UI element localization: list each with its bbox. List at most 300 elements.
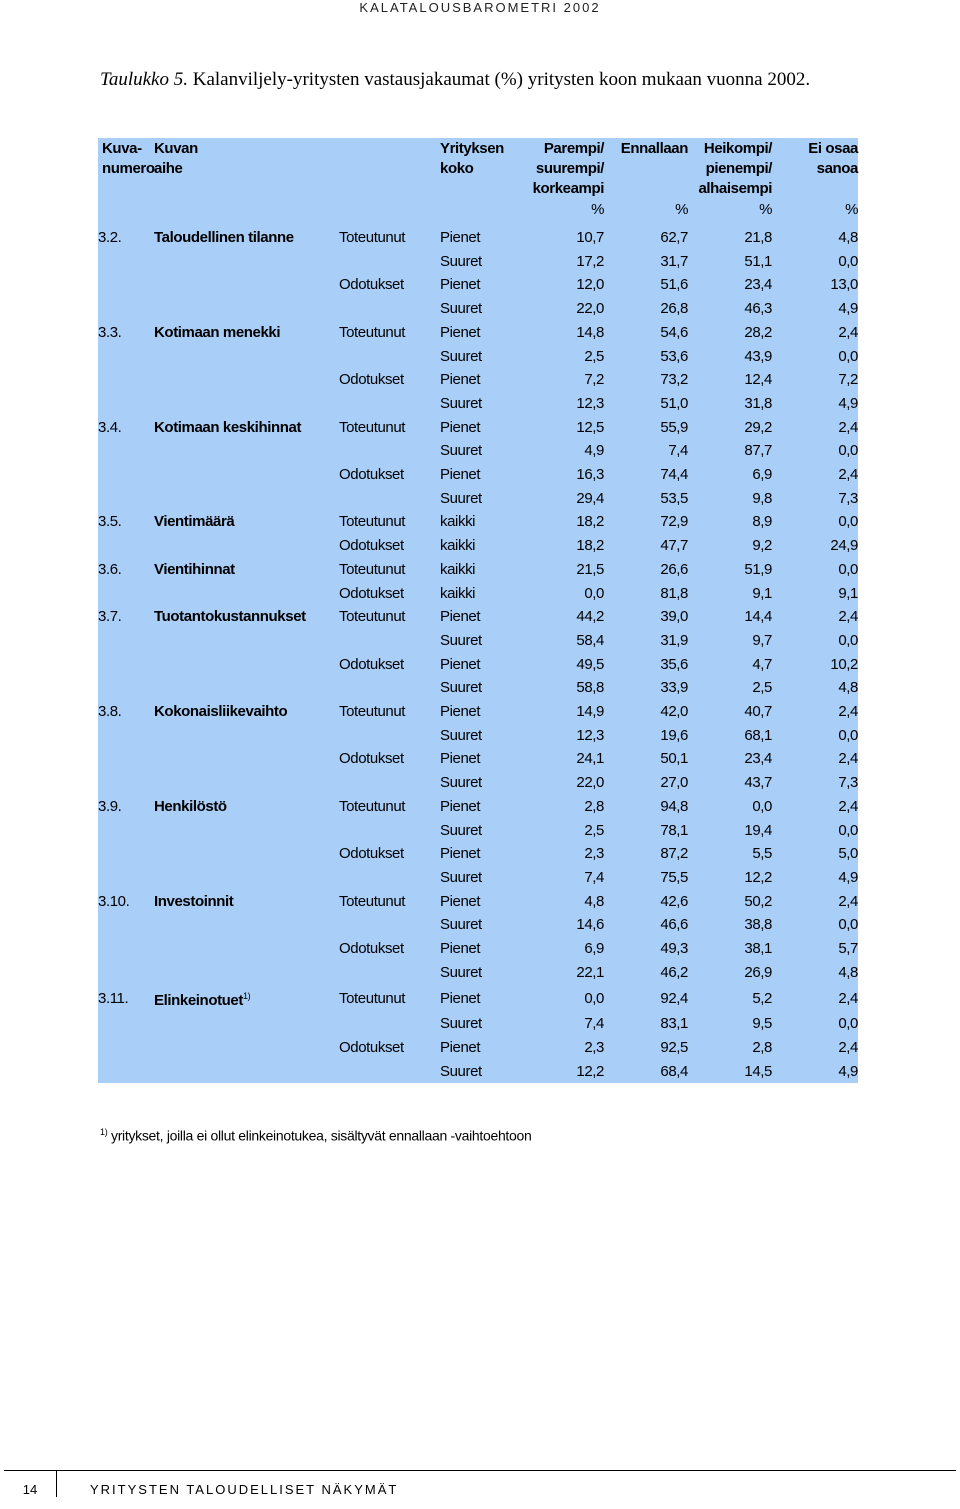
cell-heikompi: 14,5 — [744, 1062, 772, 1080]
cell-vaihe — [339, 250, 440, 274]
cell-kuvanumero: 3.4. — [98, 418, 122, 436]
cell-kuvanumero — [98, 913, 154, 937]
cell-heikompi: 51,9 — [744, 560, 772, 578]
cell-kuvanumero — [98, 297, 154, 321]
cell-ennallaan: 83,1 — [660, 1015, 688, 1033]
table-row — [98, 510, 858, 534]
cell-heikompi: 29,2 — [744, 418, 772, 436]
cell-koko: Suuret — [440, 347, 482, 365]
cell-ei-osaa: 7,2 — [838, 371, 858, 389]
cell-koko: Pienet — [440, 229, 481, 246]
cell-kuvanumero — [98, 487, 154, 511]
cell-koko: Pienet — [440, 797, 481, 815]
table-caption — [100, 68, 810, 92]
cell-vaihe — [339, 771, 440, 795]
table-row — [98, 487, 858, 511]
cell-heikompi: 21,8 — [744, 229, 772, 246]
cell-ennallaan: 47,7 — [660, 537, 688, 555]
cell-koko: Pienet — [440, 608, 481, 626]
cell-parempi: 58,8 — [576, 679, 604, 697]
cell-ennallaan: 81,8 — [660, 584, 688, 602]
table-row — [98, 226, 858, 250]
cell-aihe: Vientihinnat — [154, 560, 235, 578]
cell-vaihe: Odotukset — [339, 750, 404, 768]
cell-parempi: 4,8 — [584, 892, 604, 910]
cell-ei-osaa: 4,8 — [838, 679, 858, 697]
cell-ei-osaa: 2,4 — [838, 703, 858, 721]
footnote-text: yritykset, joilla ei ollut elinkeinotukea, sisältyvät ennallaan -vaihtoehtoon — [107, 1127, 532, 1144]
cell-ennallaan: 51,0 — [660, 394, 688, 412]
cell-ei-osaa: 0,0 — [838, 347, 858, 365]
cell-heikompi: 0,0 — [752, 797, 772, 815]
cell-kuvanumero — [98, 345, 154, 369]
header-heikompi: Heikompi/ pienempi/ alhaisempi — [698, 140, 772, 197]
cell-heikompi: 12,2 — [744, 868, 772, 886]
cell-vaihe: Toteutunut — [339, 989, 406, 1007]
header-ennallaan: Ennallaan — [620, 140, 688, 157]
cell-kuvanumero — [98, 724, 154, 748]
cell-kuvanumero — [98, 534, 154, 558]
cell-koko: Suuret — [440, 394, 482, 412]
table-row — [98, 676, 858, 700]
cell-vaihe: Toteutunut — [339, 608, 406, 626]
cell-vaihe — [339, 629, 440, 653]
cell-vaihe: Toteutunut — [339, 513, 406, 531]
cell-aihe — [154, 1012, 339, 1036]
cell-ei-osaa: 13,0 — [830, 276, 858, 294]
cell-parempi: 12,0 — [576, 276, 604, 294]
cell-ei-osaa: 24,9 — [830, 537, 858, 555]
cell-heikompi: 12,4 — [744, 371, 772, 389]
cell-heikompi: 2,8 — [752, 1038, 772, 1056]
cell-vaihe — [339, 866, 440, 890]
cell-aihe — [154, 534, 339, 558]
cell-kuvanumero — [98, 273, 154, 297]
cell-heikompi: 9,1 — [752, 584, 772, 602]
cell-aihe — [154, 297, 339, 321]
cell-ei-osaa: 5,0 — [838, 845, 858, 863]
cell-ei-osaa: 4,9 — [838, 1062, 858, 1080]
cell-aihe: Kotimaan keskihinnat — [154, 418, 302, 436]
unit-percent: % — [675, 201, 688, 218]
cell-kuvanumero — [98, 676, 154, 700]
cell-parempi: 21,5 — [576, 560, 604, 578]
cell-aihe — [154, 392, 339, 416]
header-empty — [339, 138, 440, 199]
cell-kuvanumero: 3.8. — [98, 703, 122, 721]
cell-ei-osaa: 2,4 — [838, 323, 858, 341]
cell-parempi: 14,9 — [576, 703, 604, 721]
footnote-ref: 1) — [242, 990, 251, 1001]
table-row — [98, 819, 858, 843]
cell-ennallaan: 92,5 — [660, 1038, 688, 1056]
cell-parempi: 2,5 — [584, 821, 604, 839]
header-kuvanumero: Kuva- numero — [102, 140, 155, 177]
cell-ei-osaa: 4,9 — [838, 868, 858, 886]
cell-ei-osaa: 0,0 — [838, 631, 858, 649]
caption-label: Taulukko 5. — [100, 69, 188, 90]
cell-kuvanumero: 3.10. — [98, 892, 130, 910]
cell-aihe — [154, 273, 339, 297]
data-table — [98, 138, 858, 1083]
cell-aihe — [154, 819, 339, 843]
cell-aihe — [154, 842, 339, 866]
cell-parempi: 14,8 — [576, 323, 604, 341]
cell-ennallaan: 72,9 — [660, 513, 688, 531]
cell-heikompi: 8,9 — [752, 513, 772, 531]
cell-kuvanumero — [98, 439, 154, 463]
cell-aihe: Kokonaisliikevaihto — [154, 703, 288, 721]
cell-vaihe: Odotukset — [339, 371, 404, 389]
cell-koko: Pienet — [440, 940, 481, 958]
table-row — [98, 534, 858, 558]
cell-koko: kaikki — [440, 560, 476, 578]
cell-parempi: 12,2 — [576, 1062, 604, 1080]
cell-kuvanumero — [98, 250, 154, 274]
cell-ennallaan: 51,6 — [660, 276, 688, 294]
cell-ei-osaa: 4,8 — [838, 229, 858, 246]
cell-heikompi: 9,8 — [752, 489, 772, 507]
cell-koko: Suuret — [440, 300, 482, 318]
cell-heikompi: 38,1 — [744, 940, 772, 958]
cell-koko: Pienet — [440, 418, 481, 436]
cell-vaihe: Odotukset — [339, 466, 404, 484]
cell-ennallaan: 94,8 — [660, 797, 688, 815]
cell-ei-osaa: 7,3 — [838, 774, 858, 792]
cell-aihe: Tuotantokustannukset — [154, 608, 306, 626]
cell-kuvanumero: 3.6. — [98, 560, 122, 578]
cell-ei-osaa: 0,0 — [838, 442, 858, 460]
cell-ei-osaa: 2,4 — [838, 892, 858, 910]
cell-aihe — [154, 676, 339, 700]
cell-kuvanumero — [98, 368, 154, 392]
cell-heikompi: 43,9 — [744, 347, 772, 365]
cell-ennallaan: 73,2 — [660, 371, 688, 389]
cell-ennallaan: 27,0 — [660, 774, 688, 792]
cell-parempi: 2,8 — [584, 797, 604, 815]
cell-ennallaan: 92,4 — [660, 989, 688, 1007]
cell-heikompi: 28,2 — [744, 323, 772, 341]
table-row — [98, 439, 858, 463]
cell-ennallaan: 74,4 — [660, 466, 688, 484]
cell-koko: Suuret — [440, 252, 482, 270]
cell-ei-osaa: 4,8 — [838, 963, 858, 981]
cell-aihe — [154, 368, 339, 392]
table-row — [98, 842, 858, 866]
cell-vaihe: Odotukset — [339, 655, 404, 673]
cell-vaihe: Toteutunut — [339, 892, 406, 910]
cell-vaihe — [339, 345, 440, 369]
cell-aihe — [154, 771, 339, 795]
cell-ennallaan: 31,9 — [660, 631, 688, 649]
cell-koko: Pienet — [440, 323, 481, 341]
cell-heikompi: 4,7 — [752, 655, 772, 673]
cell-vaihe: Toteutunut — [339, 229, 406, 246]
cell-kuvanumero: 3.9. — [98, 797, 122, 815]
cell-ei-osaa: 9,1 — [838, 584, 858, 602]
cell-parempi: 58,4 — [576, 631, 604, 649]
cell-kuvanumero — [98, 582, 154, 606]
table-row — [98, 392, 858, 416]
cell-parempi: 7,4 — [584, 1015, 604, 1033]
cell-parempi: 17,2 — [576, 252, 604, 270]
cell-kuvanumero — [98, 1036, 154, 1060]
cell-ennallaan: 68,4 — [660, 1062, 688, 1080]
cell-koko: Pienet — [440, 276, 481, 294]
cell-koko: Pienet — [440, 989, 481, 1007]
table-row — [98, 273, 858, 297]
cell-ennallaan: 75,5 — [660, 868, 688, 886]
cell-ennallaan: 53,6 — [660, 347, 688, 365]
cell-aihe: Henkilöstö — [154, 797, 227, 815]
cell-ei-osaa: 0,0 — [838, 821, 858, 839]
cell-kuvanumero — [98, 1060, 154, 1084]
table-row — [98, 416, 858, 440]
cell-heikompi: 51,1 — [744, 252, 772, 270]
cell-ei-osaa: 4,9 — [838, 394, 858, 412]
cell-aihe — [154, 724, 339, 748]
cell-kuvanumero — [98, 629, 154, 653]
cell-ennallaan: 35,6 — [660, 655, 688, 673]
cell-vaihe: Toteutunut — [339, 797, 406, 815]
cell-parempi: 10,7 — [576, 229, 604, 246]
cell-parempi: 22,0 — [576, 300, 604, 318]
cell-aihe — [154, 463, 339, 487]
table-row — [98, 250, 858, 274]
table-container — [98, 138, 858, 1083]
cell-ennallaan: 39,0 — [660, 608, 688, 626]
cell-kuvanumero — [98, 961, 154, 985]
cell-parempi: 7,4 — [584, 868, 604, 886]
page-number: 14 — [4, 1471, 57, 1497]
cell-kuvanumero — [98, 392, 154, 416]
section-title: YRITYSTEN TALOUDELLISET NÄKYMÄT — [90, 1482, 399, 1497]
cell-ennallaan: 53,5 — [660, 489, 688, 507]
header-kuvan-aihe: Kuvan aihe — [154, 140, 198, 177]
cell-vaihe — [339, 1060, 440, 1084]
cell-aihe — [154, 345, 339, 369]
cell-aihe — [154, 250, 339, 274]
cell-aihe — [154, 937, 339, 961]
cell-parempi: 2,3 — [584, 845, 604, 863]
cell-aihe: Taloudellinen tilanne — [154, 229, 294, 246]
cell-ennallaan: 19,6 — [660, 726, 688, 744]
table-row — [98, 558, 858, 582]
cell-ennallaan: 78,1 — [660, 821, 688, 839]
cell-parempi: 12,5 — [576, 418, 604, 436]
cell-vaihe — [339, 297, 440, 321]
cell-ei-osaa: 2,4 — [838, 608, 858, 626]
cell-parempi: 0,0 — [584, 584, 604, 602]
header-parempi: Parempi/ suurempi/ korkeampi — [532, 140, 604, 197]
cell-ei-osaa: 0,0 — [838, 560, 858, 578]
table-row — [98, 345, 858, 369]
cell-vaihe: Odotukset — [339, 940, 404, 958]
cell-ei-osaa: 0,0 — [838, 916, 858, 934]
cell-ennallaan: 46,6 — [660, 916, 688, 934]
cell-ei-osaa: 0,0 — [838, 252, 858, 270]
table-header — [98, 138, 858, 226]
cell-vaihe — [339, 819, 440, 843]
table-row — [98, 582, 858, 606]
cell-parempi: 18,2 — [576, 537, 604, 555]
cell-aihe — [154, 439, 339, 463]
table-row — [98, 653, 858, 677]
cell-parempi: 18,2 — [576, 513, 604, 531]
cell-heikompi: 40,7 — [744, 703, 772, 721]
cell-aihe — [154, 913, 339, 937]
cell-ennallaan: 62,7 — [660, 229, 688, 246]
cell-ennallaan: 26,6 — [660, 560, 688, 578]
running-head: KALATALOUSBAROMETRI 2002 — [359, 0, 601, 15]
cell-koko: Pienet — [440, 750, 481, 768]
table-row — [98, 795, 858, 819]
cell-vaihe: Odotukset — [339, 276, 404, 294]
cell-parempi: 12,3 — [576, 394, 604, 412]
cell-parempi: 44,2 — [576, 608, 604, 626]
cell-vaihe: Odotukset — [339, 1038, 404, 1056]
cell-kuvanumero — [98, 819, 154, 843]
cell-parempi: 29,4 — [576, 489, 604, 507]
cell-ennallaan: 33,9 — [660, 679, 688, 697]
cell-kuvanumero — [98, 937, 154, 961]
cell-ennallaan: 42,0 — [660, 703, 688, 721]
cell-ennallaan: 26,8 — [660, 300, 688, 318]
cell-ei-osaa: 10,2 — [830, 655, 858, 673]
table-row — [98, 463, 858, 487]
table-row — [98, 700, 858, 724]
cell-koko: Pienet — [440, 703, 481, 721]
cell-ei-osaa: 0,0 — [838, 513, 858, 531]
cell-vaihe: Odotukset — [339, 537, 404, 555]
cell-kuvanumero — [98, 1012, 154, 1036]
cell-koko: Pienet — [440, 466, 481, 484]
cell-vaihe — [339, 439, 440, 463]
cell-ennallaan: 55,9 — [660, 418, 688, 436]
table-row — [98, 1012, 858, 1036]
cell-heikompi: 2,5 — [752, 679, 772, 697]
cell-aihe: Investoinnit — [154, 892, 234, 910]
cell-vaihe — [339, 676, 440, 700]
cell-ennallaan: 49,3 — [660, 940, 688, 958]
cell-koko: kaikki — [440, 584, 476, 602]
cell-heikompi: 23,4 — [744, 750, 772, 768]
cell-koko: Pienet — [440, 371, 481, 389]
cell-kuvanumero: 3.2. — [98, 229, 122, 246]
cell-heikompi: 50,2 — [744, 892, 772, 910]
cell-koko: Suuret — [440, 631, 482, 649]
cell-parempi: 2,3 — [584, 1038, 604, 1056]
unit-percent: % — [591, 201, 604, 218]
cell-heikompi: 68,1 — [744, 726, 772, 744]
cell-vaihe: Odotukset — [339, 845, 404, 863]
cell-kuvanumero: 3.3. — [98, 323, 122, 341]
cell-kuvanumero — [98, 866, 154, 890]
cell-aihe: Elinkeinotuet$^{1)}$ — [154, 990, 251, 1009]
cell-parempi: 22,1 — [576, 963, 604, 981]
cell-koko: kaikki — [440, 537, 476, 555]
table-row — [98, 1036, 858, 1060]
table-row — [98, 961, 858, 985]
cell-vaihe — [339, 1012, 440, 1036]
cell-koko: Suuret — [440, 868, 482, 886]
cell-heikompi: 14,4 — [744, 608, 772, 626]
cell-ei-osaa: 2,4 — [838, 989, 858, 1007]
cell-parempi: 24,1 — [576, 750, 604, 768]
cell-aihe — [154, 1060, 339, 1084]
cell-ei-osaa: 2,4 — [838, 750, 858, 768]
cell-koko: Suuret — [440, 442, 482, 460]
cell-ei-osaa: 0,0 — [838, 726, 858, 744]
cell-koko: Suuret — [440, 489, 482, 507]
cell-aihe — [154, 629, 339, 653]
table-row — [98, 985, 858, 1013]
cell-parempi: 16,3 — [576, 466, 604, 484]
cell-heikompi: 43,7 — [744, 774, 772, 792]
cell-aihe — [154, 747, 339, 771]
cell-heikompi: 9,2 — [752, 537, 772, 555]
cell-ei-osaa: 7,3 — [838, 489, 858, 507]
unit-percent: % — [759, 201, 772, 218]
cell-ei-osaa: 2,4 — [838, 466, 858, 484]
cell-heikompi: 87,7 — [744, 442, 772, 460]
cell-aihe — [154, 653, 339, 677]
cell-koko: Suuret — [440, 679, 482, 697]
cell-koko: Suuret — [440, 726, 482, 744]
unit-percent: % — [845, 201, 858, 218]
cell-koko: kaikki — [440, 513, 476, 531]
cell-koko: Pienet — [440, 845, 481, 863]
cell-parempi: 49,5 — [576, 655, 604, 673]
cell-heikompi: 46,3 — [744, 300, 772, 318]
table-row — [98, 297, 858, 321]
cell-parempi: 14,6 — [576, 916, 604, 934]
table-row — [98, 1060, 858, 1084]
cell-aihe — [154, 866, 339, 890]
table-row — [98, 321, 858, 345]
cell-vaihe — [339, 487, 440, 511]
cell-ennallaan: 46,2 — [660, 963, 688, 981]
cell-heikompi: 9,5 — [752, 1015, 772, 1033]
cell-ei-osaa: 0,0 — [838, 1015, 858, 1033]
cell-koko: Pienet — [440, 892, 481, 910]
cell-kuvanumero: 3.7. — [98, 608, 122, 626]
cell-heikompi: 38,8 — [744, 916, 772, 934]
cell-vaihe — [339, 392, 440, 416]
cell-koko: Suuret — [440, 1062, 482, 1080]
cell-parempi: 22,0 — [576, 774, 604, 792]
cell-aihe — [154, 961, 339, 985]
cell-ei-osaa: 2,4 — [838, 418, 858, 436]
cell-parempi: 0,0 — [584, 989, 604, 1007]
cell-parempi: 7,2 — [584, 371, 604, 389]
cell-koko: Pienet — [440, 655, 481, 673]
table-row — [98, 937, 858, 961]
caption-text: Kalanviljely-yritysten vastausjakaumat (%) yritysten koon mukaan vuonna 2002. — [187, 69, 811, 90]
cell-parempi: 12,3 — [576, 726, 604, 744]
cell-ennallaan: 7,4 — [668, 442, 688, 460]
table-row — [98, 890, 858, 914]
footnote-mark: 1) — [100, 1127, 108, 1137]
cell-vaihe: Toteutunut — [339, 418, 406, 436]
cell-koko: Suuret — [440, 916, 482, 934]
cell-ei-osaa: 4,9 — [838, 300, 858, 318]
cell-kuvanumero — [98, 771, 154, 795]
table-row — [98, 724, 858, 748]
table-row — [98, 629, 858, 653]
table-row — [98, 866, 858, 890]
cell-koko: Suuret — [440, 821, 482, 839]
